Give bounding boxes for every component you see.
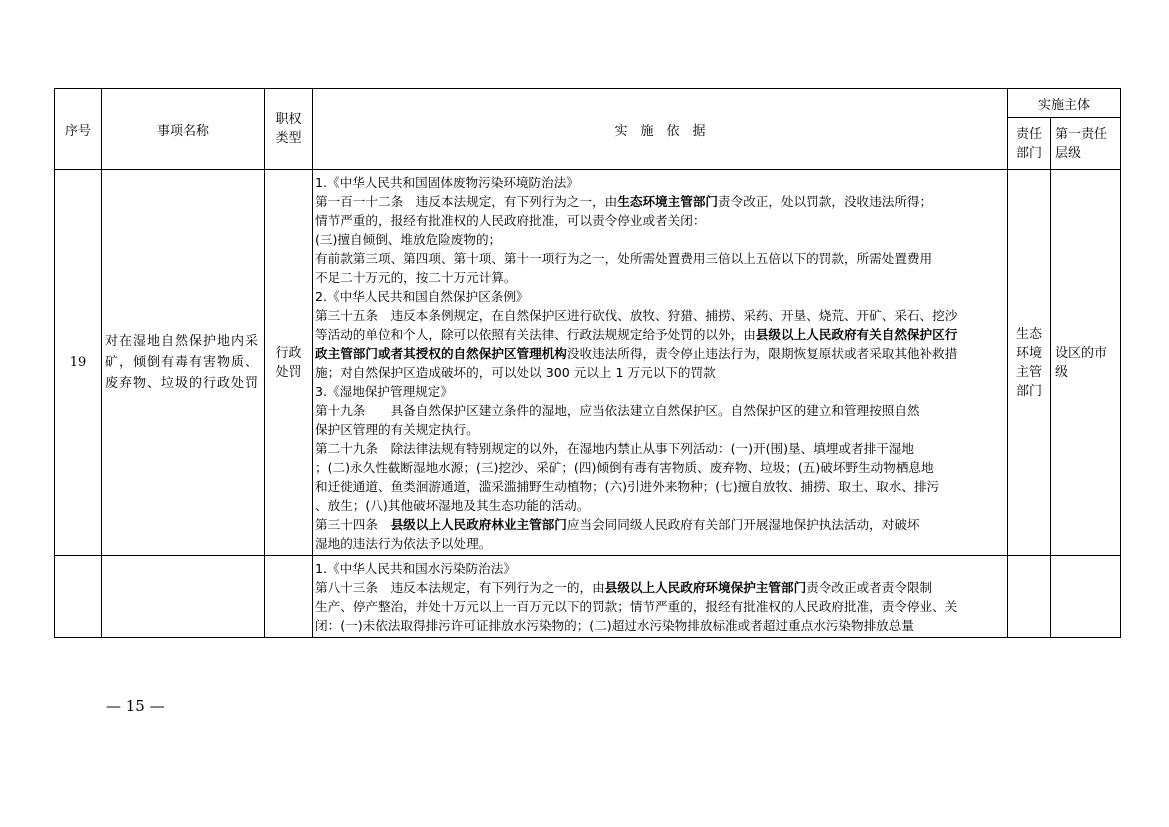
basis-text: 等活动的单位和个人，除可以依照有关法律、行政法规规定给予处罚的以外，由 <box>315 327 756 342</box>
basis-text: 湿地的违法行为依法予以处理。 <box>315 536 492 551</box>
basis-text: 第二十九条 除法律法规有特别规定的以外，在湿地内禁止从事下列活动：(一)开(围)垦、填埋或者排干湿地 <box>315 441 914 456</box>
basis-line <box>315 173 1005 192</box>
basis-line <box>315 616 1005 635</box>
header-power-type-line: 职权 <box>275 112 302 127</box>
basis-text: 1.《中华人民共和国固体废物污染环境防治法》 <box>315 175 579 190</box>
basis-emphasis: 县级以上人民政府林业主管部门 <box>390 517 567 532</box>
basis-line <box>315 325 1005 344</box>
basis-line <box>315 306 1005 325</box>
basis-text: 2.《中华人民共和国自然保护区条例》 <box>315 289 529 304</box>
header-basis: 实 施 依 据 <box>313 89 1008 170</box>
basis-line <box>315 268 1005 287</box>
basis-text: (三)擅自倾倒、堆放危险废物的； <box>315 232 502 247</box>
basis-emphasis: 县级以上人民政府有关自然保护区行 <box>755 327 958 342</box>
basis-line <box>315 382 1005 401</box>
row-seq <box>55 556 102 638</box>
basis-emphasis: 县级以上人民政府环境保护主管部门 <box>604 580 807 595</box>
basis-line <box>315 344 1005 363</box>
row-resp-dept: 生态 环境 主管 部门 <box>1008 170 1051 556</box>
basis-line <box>315 597 1005 616</box>
header-first-level: 第一责任 层级 <box>1051 118 1121 170</box>
basis-line <box>315 559 1005 578</box>
table-row <box>55 170 1121 556</box>
header-power-type <box>265 89 313 170</box>
basis-text: 第一百一十二条 违反本法规定，有下列行为之一，由 <box>315 194 618 209</box>
basis-text: 闭：(一)未依法取得排污许可证排放水污染物的；(二)超过水污染物排放标准或者超过重点水污染物排放总量 <box>315 618 914 633</box>
basis-line <box>315 249 1005 268</box>
basis-emphasis: 政主管部门或者其授权的自然保护区管理机构 <box>315 346 567 361</box>
basis-line <box>315 420 1005 439</box>
basis-line <box>315 401 1005 420</box>
header-resp-dept: 责任 部门 <box>1008 118 1051 170</box>
basis-text: 第三十五条 违反本条例规定，在自然保护区进行砍伐、放牧、狩猎、捕捞、采药、开垦、烧荒、开矿、采石、挖沙 <box>315 308 958 323</box>
basis-line <box>315 458 1005 477</box>
basis-line <box>315 439 1005 458</box>
basis-text: 第十九条 具备自然保护区建立条件的湿地，应当依法建立自然保护区。自然保护区的建立和管理按照自然 <box>315 403 920 418</box>
basis-line <box>315 192 1005 211</box>
row-power-type <box>265 556 313 638</box>
basis-text: 第三十四条 <box>315 517 391 532</box>
basis-text: 没收违法所得，责令停止违法行为，限期恢复原状或者采取其他补救措 <box>566 346 958 361</box>
basis-text: 责令改正或者责令限制 <box>806 580 933 595</box>
basis-text: 第八十三条 违反本法规定，有下列行为之一的，由 <box>315 580 605 595</box>
header-impl-subject: 实施主体 <box>1008 89 1121 118</box>
basis-text: 生产、停产整治，并处十万元以上一百万元以下的罚款；情节严重的，报经有批准权的人民政府批准，责令停业、关 <box>315 599 958 614</box>
row-item-name: 对在湿地自然保护地内采矿，倾倒有毒有害物质、废弃物、垃圾的行政处罚 <box>102 170 265 556</box>
basis-line <box>315 363 1005 382</box>
row-power-type: 行政 处罚 <box>265 170 313 556</box>
basis-line <box>315 578 1005 597</box>
page-number: — 15 — <box>106 697 165 715</box>
basis-text: 责令改正，处以罚款，没收违法所得； <box>718 194 933 209</box>
row-seq: 19 <box>55 170 102 556</box>
basis-text: 保护区管理的有关规定执行。 <box>315 422 479 437</box>
basis-emphasis: 生态环境主管部门 <box>617 194 718 209</box>
basis-line <box>315 534 1005 553</box>
basis-line <box>315 230 1005 249</box>
row-resp-dept <box>1008 556 1051 638</box>
basis-text: 有前款第三项、第四项、第十项、第十一项行为之一，处所需处置费用三倍以上五倍以下的罚款，所需处置费用 <box>315 251 933 266</box>
table-row <box>55 556 1121 638</box>
header-power-type-line: 类型 <box>275 131 302 146</box>
header-seq: 序号 <box>55 89 102 170</box>
basis-text: 应当会同同级人民政府有关部门开展湿地保护执法活动，对破坏 <box>566 517 920 532</box>
basis-line <box>315 515 1005 534</box>
basis-text: 3.《湿地保护管理规定》 <box>315 384 453 399</box>
row-basis <box>313 556 1008 638</box>
basis-text: 不足二十万元的，按二十万元计算。 <box>315 270 517 285</box>
basis-line <box>315 211 1005 230</box>
basis-text: ；(二)永久性截断湿地水源；(三)挖沙、采矿；(四)倾倒有毒有害物质、废弃物、垃圾；(五)破坏野生动物栖息地 <box>315 460 934 475</box>
row-item-name <box>102 556 265 638</box>
basis-line <box>315 496 1005 515</box>
basis-line <box>315 477 1005 496</box>
basis-line <box>315 287 1005 306</box>
row-first-level: 设区的市 级 <box>1051 170 1121 556</box>
basis-text: 和迁徙通道、鱼类洄游通道，滥采滥捕野生动植物；(六)引进外来物种；(七)擅自放牧、捕捞、取土、取水、排污 <box>315 479 940 494</box>
basis-text: 1.《中华人民共和国水污染防治法》 <box>315 561 516 576</box>
row-first-level <box>1051 556 1121 638</box>
basis-text: 情节严重的，报经有批准权的人民政府批准，可以责令停业或者关闭： <box>315 213 706 228</box>
header-item-name: 事项名称 <box>102 89 265 170</box>
row-basis <box>313 170 1008 556</box>
basis-text: 、放生；(八)其他破坏湿地及其生态功能的活动。 <box>315 498 590 513</box>
basis-text: 施；对自然保护区造成破坏的，可以处以 300 元以上 1 万元以下的罚款 <box>315 365 716 380</box>
powers-table <box>54 88 1121 638</box>
